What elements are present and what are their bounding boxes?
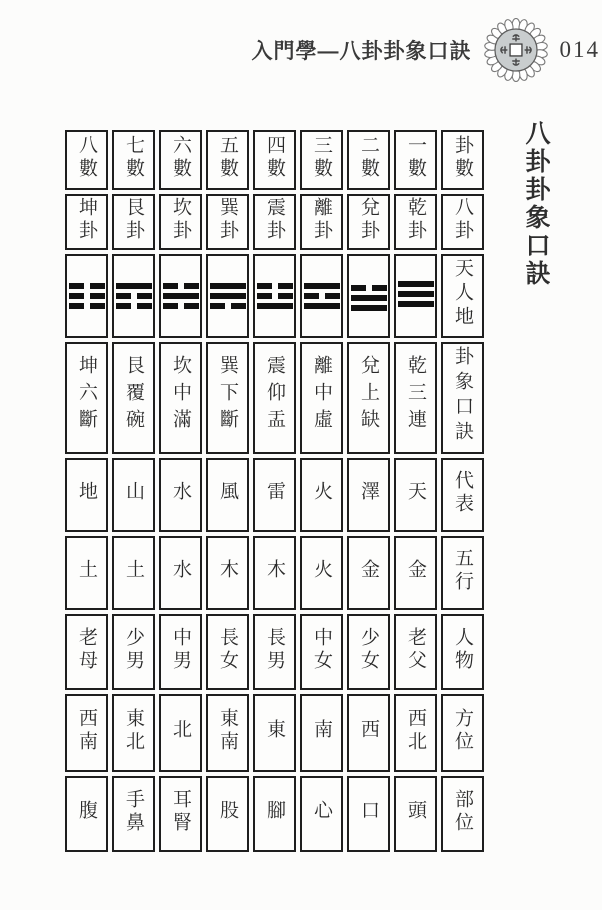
trigram-represents-cell: 雷 — [253, 458, 296, 532]
trigram-person-cell: 老母 — [65, 614, 108, 690]
row-header-cell: 方位 — [441, 694, 484, 772]
trigram-direction-cell: 東 — [253, 694, 296, 772]
trigram-person-cell: 長男 — [253, 614, 296, 690]
page-title: 入門學—八卦卦象口訣 — [251, 40, 472, 63]
trigram-name-cell: 坎卦 — [159, 194, 202, 250]
table-row — [65, 342, 484, 454]
trigram-element-cell: 木 — [253, 536, 296, 610]
trigram-glyph — [210, 279, 246, 313]
row-header-cell: 部位 — [441, 776, 484, 852]
page-number: 014 — [559, 37, 600, 62]
trigram-person-cell: 少男 — [112, 614, 155, 690]
trigram-symbol-cell — [65, 254, 108, 338]
trigram-element-cell: 土 — [65, 536, 108, 610]
trigram-body-part-cell: 腹 — [65, 776, 108, 852]
trigram-body-part-cell: 心 — [300, 776, 343, 852]
trigram-name-cell: 離卦 — [300, 194, 343, 250]
trigram-body-part-cell: 腳 — [253, 776, 296, 852]
trigram-mnemonic-cell: 巽下斷 — [206, 342, 249, 454]
trigram-name-cell: 震卦 — [253, 194, 296, 250]
row-header-cell: 天人地 — [441, 254, 484, 338]
trigram-body-part-cell: 頭 — [394, 776, 437, 852]
trigram-direction-cell: 西 — [347, 694, 390, 772]
table-row — [65, 694, 484, 772]
trigram-mnemonic-cell: 兌上缺 — [347, 342, 390, 454]
trigram-person-cell: 中男 — [159, 614, 202, 690]
page-header — [252, 18, 601, 82]
trigram-represents-cell: 水 — [159, 458, 202, 532]
trigram-element-cell: 木 — [206, 536, 249, 610]
trigram-mnemonic-cell: 坎中滿 — [159, 342, 202, 454]
trigram-represents-cell: 地 — [65, 458, 108, 532]
trigram-glyph — [398, 277, 434, 311]
trigram-name-cell: 巽卦 — [206, 194, 249, 250]
trigram-number-cell: 一數 — [394, 130, 437, 190]
trigram-number-cell: 八數 — [65, 130, 108, 190]
trigram-number-cell: 六數 — [159, 130, 202, 190]
table-row — [65, 614, 484, 690]
trigram-number-cell: 二數 — [347, 130, 390, 190]
trigram-glyph — [257, 279, 293, 313]
trigram-person-cell: 少女 — [347, 614, 390, 690]
trigram-number-cell: 七數 — [112, 130, 155, 190]
trigram-direction-cell: 西北 — [394, 694, 437, 772]
trigram-symbol-cell — [300, 254, 343, 338]
trigram-element-cell: 土 — [112, 536, 155, 610]
trigram-glyph — [116, 279, 152, 313]
trigram-number-cell: 四數 — [253, 130, 296, 190]
table-row — [65, 776, 484, 852]
table-row — [65, 458, 484, 532]
trigram-symbol-cell — [159, 254, 202, 338]
trigram-number-cell: 五數 — [206, 130, 249, 190]
trigram-person-cell: 長女 — [206, 614, 249, 690]
trigram-direction-cell: 北 — [159, 694, 202, 772]
trigram-person-cell: 中女 — [300, 614, 343, 690]
trigram-direction-cell: 西南 — [65, 694, 108, 772]
trigram-represents-cell: 澤 — [347, 458, 390, 532]
row-header-cell: 五行 — [441, 536, 484, 610]
trigram-body-part-cell: 耳腎 — [159, 776, 202, 852]
trigram-mnemonic-cell: 震仰盂 — [253, 342, 296, 454]
trigram-direction-cell: 南 — [300, 694, 343, 772]
trigram-direction-cell: 東北 — [112, 694, 155, 772]
trigram-symbol-cell — [112, 254, 155, 338]
trigram-element-cell: 火 — [300, 536, 343, 610]
trigram-body-part-cell: 股 — [206, 776, 249, 852]
trigram-number-cell: 三數 — [300, 130, 343, 190]
trigram-element-cell: 水 — [159, 536, 202, 610]
trigram-element-cell: 金 — [347, 536, 390, 610]
trigram-mnemonic-cell: 離中虛 — [300, 342, 343, 454]
trigram-glyph — [163, 279, 199, 313]
table-row — [65, 194, 484, 250]
trigram-table — [61, 126, 488, 856]
coin-seal-icon — [484, 18, 548, 82]
trigram-symbol-cell — [206, 254, 249, 338]
trigram-represents-cell: 風 — [206, 458, 249, 532]
side-title: 八卦卦象口訣 — [522, 120, 549, 288]
trigram-direction-cell: 東南 — [206, 694, 249, 772]
table-row — [65, 536, 484, 610]
trigram-glyph — [351, 281, 387, 315]
table-row — [65, 254, 484, 338]
trigram-mnemonic-cell: 乾三連 — [394, 342, 437, 454]
trigram-represents-cell: 天 — [394, 458, 437, 532]
row-header-cell: 人物 — [441, 614, 484, 690]
trigram-name-cell: 乾卦 — [394, 194, 437, 250]
trigram-glyph — [69, 279, 105, 313]
row-header-cell: 卦數 — [441, 130, 484, 190]
trigram-body-part-cell: 手鼻 — [112, 776, 155, 852]
trigram-mnemonic-cell: 艮覆碗 — [112, 342, 155, 454]
trigram-name-cell: 艮卦 — [112, 194, 155, 250]
trigram-body-part-cell: 口 — [347, 776, 390, 852]
row-header-cell: 代表 — [441, 458, 484, 532]
table-row — [65, 130, 484, 190]
trigram-symbol-cell — [347, 254, 390, 338]
trigram-symbol-cell — [394, 254, 437, 338]
trigram-name-cell: 坤卦 — [65, 194, 108, 250]
trigram-symbol-cell — [253, 254, 296, 338]
trigram-element-cell: 金 — [394, 536, 437, 610]
trigram-represents-cell: 火 — [300, 458, 343, 532]
trigram-represents-cell: 山 — [112, 458, 155, 532]
trigram-person-cell: 老父 — [394, 614, 437, 690]
trigram-glyph — [304, 279, 340, 313]
trigram-name-cell: 兌卦 — [347, 194, 390, 250]
row-header-cell: 卦象口訣 — [441, 342, 484, 454]
row-header-cell: 八卦 — [441, 194, 484, 250]
trigram-mnemonic-cell: 坤六斷 — [65, 342, 108, 454]
